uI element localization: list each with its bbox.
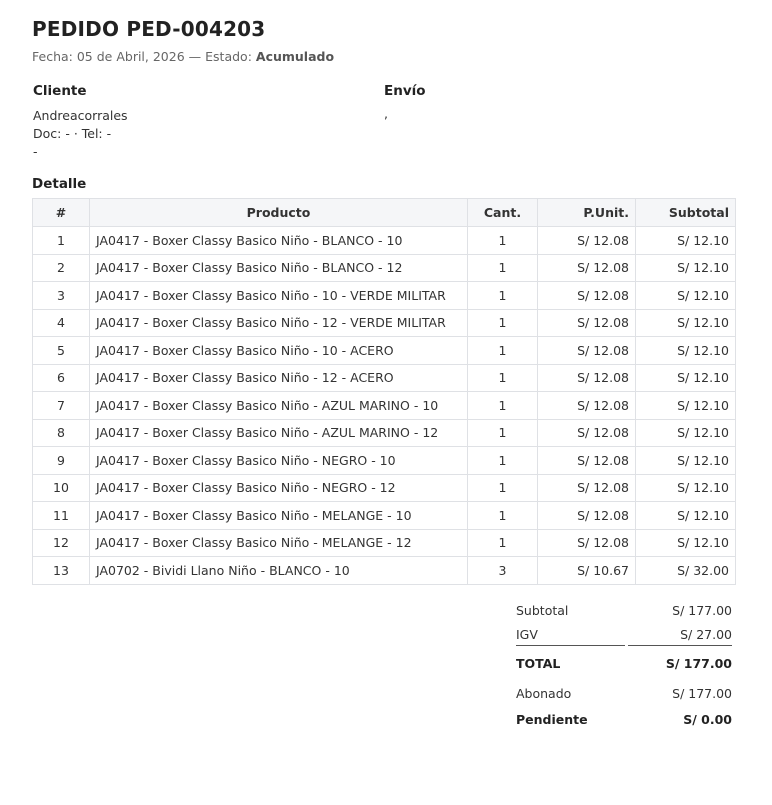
row-number: 10	[33, 474, 90, 502]
total-value: S/ 177.00	[665, 655, 732, 671]
col-header-punit: P.Unit.	[538, 199, 636, 227]
table-row	[33, 419, 736, 447]
envio-heading: Envío	[384, 83, 426, 99]
table-row	[33, 474, 736, 502]
table-header-row	[33, 199, 736, 227]
pendiente-label: Pendiente	[516, 711, 588, 727]
row-cant: 1	[468, 474, 538, 502]
pendiente-value: S/ 0.00	[683, 711, 732, 727]
row-producto: JA0417 - Boxer Classy Basico Niño - AZUL MARINO - 12	[90, 419, 468, 447]
detalle-heading: Detalle	[32, 176, 87, 192]
row-punit: S/ 12.08	[538, 254, 636, 282]
table-row	[33, 254, 736, 282]
row-subtotal: S/ 12.10	[636, 364, 736, 392]
abonado-label: Abonado	[516, 685, 572, 701]
row-producto: JA0417 - Boxer Classy Basico Niño - 10 - ACERO	[90, 337, 468, 365]
row-cant: 1	[468, 419, 538, 447]
row-producto: JA0417 - Boxer Classy Basico Niño - BLANCO - 10	[90, 227, 468, 255]
subtotal-value: S/ 177.00	[672, 602, 732, 618]
row-cant: 1	[468, 254, 538, 282]
meta-separator: —	[188, 49, 202, 64]
fecha-label: Fecha:	[32, 49, 73, 64]
pendiente-row	[516, 706, 732, 732]
igv-row	[516, 622, 732, 646]
subtotal-row	[516, 598, 732, 622]
row-subtotal: S/ 12.10	[636, 474, 736, 502]
table-row	[33, 502, 736, 530]
col-header-producto: Producto	[90, 199, 468, 227]
row-cant: 1	[468, 447, 538, 475]
row-number: 3	[33, 282, 90, 310]
row-punit: S/ 12.08	[538, 392, 636, 420]
cliente-doc-line: Doc: - · Tel: -	[33, 126, 112, 141]
row-producto: JA0417 - Boxer Classy Basico Niño - NEGRO - 12	[90, 474, 468, 502]
total-row	[516, 646, 732, 680]
abonado-value: S/ 177.00	[672, 685, 732, 701]
row-subtotal: S/ 12.10	[636, 392, 736, 420]
row-number: 2	[33, 254, 90, 282]
estado-value: Acumulado	[255, 49, 335, 64]
row-producto: JA0417 - Boxer Classy Basico Niño - AZUL MARINO - 10	[90, 392, 468, 420]
row-subtotal: S/ 12.10	[636, 227, 736, 255]
row-subtotal: S/ 12.10	[636, 447, 736, 475]
row-subtotal: S/ 12.10	[636, 502, 736, 530]
table-row	[33, 392, 736, 420]
row-subtotal: S/ 12.10	[636, 254, 736, 282]
row-punit: S/ 12.08	[538, 447, 636, 475]
table-row	[33, 282, 736, 310]
row-punit: S/ 12.08	[538, 364, 636, 392]
table-row	[33, 447, 736, 475]
abonado-row	[516, 680, 732, 706]
row-punit: S/ 12.08	[538, 529, 636, 557]
row-producto: JA0417 - Boxer Classy Basico Niño - BLANCO - 12	[90, 254, 468, 282]
row-punit: S/ 10.67	[538, 557, 636, 585]
order-meta	[32, 49, 334, 64]
totals-summary	[516, 598, 732, 732]
row-producto: JA0417 - Boxer Classy Basico Niño - 12 - VERDE MILITAR	[90, 309, 468, 337]
row-punit: S/ 12.08	[538, 309, 636, 337]
row-number: 5	[33, 337, 90, 365]
igv-value: S/ 27.00	[680, 626, 732, 642]
row-punit: S/ 12.08	[538, 419, 636, 447]
col-header-cant: Cant.	[468, 199, 538, 227]
row-number: 13	[33, 557, 90, 585]
igv-label-underline	[516, 645, 625, 646]
row-subtotal: S/ 12.10	[636, 419, 736, 447]
igv-value-underline	[628, 645, 732, 646]
row-producto: JA0417 - Boxer Classy Basico Niño - MELANGE - 10	[90, 502, 468, 530]
row-producto: JA0417 - Boxer Classy Basico Niño - MELANGE - 12	[90, 529, 468, 557]
row-number: 11	[33, 502, 90, 530]
row-punit: S/ 12.08	[538, 474, 636, 502]
row-producto: JA0417 - Boxer Classy Basico Niño - 12 - ACERO	[90, 364, 468, 392]
table-row	[33, 557, 736, 585]
estado-label: Estado:	[205, 49, 252, 64]
row-cant: 3	[468, 557, 538, 585]
cliente-extra-line: -	[33, 144, 38, 159]
table-row	[33, 337, 736, 365]
row-number: 8	[33, 419, 90, 447]
row-producto: JA0702 - Bividi Llano Niño - BLANCO - 10	[90, 557, 468, 585]
row-cant: 1	[468, 364, 538, 392]
row-number: 6	[33, 364, 90, 392]
row-subtotal: S/ 12.10	[636, 309, 736, 337]
table-row	[33, 309, 736, 337]
page-title: PEDIDO PED-004203	[32, 17, 266, 41]
cliente-name: Andreacorrales	[33, 108, 128, 123]
row-punit: S/ 12.08	[538, 282, 636, 310]
row-producto: JA0417 - Boxer Classy Basico Niño - 10 - VERDE MILITAR	[90, 282, 468, 310]
table-row	[33, 529, 736, 557]
row-punit: S/ 12.08	[538, 227, 636, 255]
row-punit: S/ 12.08	[538, 502, 636, 530]
row-cant: 1	[468, 392, 538, 420]
row-subtotal: S/ 12.10	[636, 337, 736, 365]
col-header-number: #	[33, 199, 90, 227]
row-subtotal: S/ 12.10	[636, 529, 736, 557]
row-producto: JA0417 - Boxer Classy Basico Niño - NEGRO - 10	[90, 447, 468, 475]
row-number: 1	[33, 227, 90, 255]
row-subtotal: S/ 32.00	[636, 557, 736, 585]
row-number: 7	[33, 392, 90, 420]
row-cant: 1	[468, 529, 538, 557]
table-row	[33, 364, 736, 392]
fecha-value: 05 de Abril, 2026	[76, 49, 185, 64]
detail-table	[32, 198, 736, 585]
row-subtotal: S/ 12.10	[636, 282, 736, 310]
row-number: 12	[33, 529, 90, 557]
col-header-subtotal: Subtotal	[636, 199, 736, 227]
row-cant: 1	[468, 282, 538, 310]
row-number: 9	[33, 447, 90, 475]
row-number: 4	[33, 309, 90, 337]
row-cant: 1	[468, 502, 538, 530]
subtotal-label: Subtotal	[516, 602, 569, 618]
table-row	[33, 227, 736, 255]
cliente-heading: Cliente	[33, 83, 87, 99]
envio-line: ,	[384, 106, 388, 121]
row-punit: S/ 12.08	[538, 337, 636, 365]
row-cant: 1	[468, 337, 538, 365]
row-cant: 1	[468, 309, 538, 337]
row-cant: 1	[468, 227, 538, 255]
total-label: TOTAL	[516, 655, 561, 671]
igv-label: IGV	[516, 626, 538, 642]
